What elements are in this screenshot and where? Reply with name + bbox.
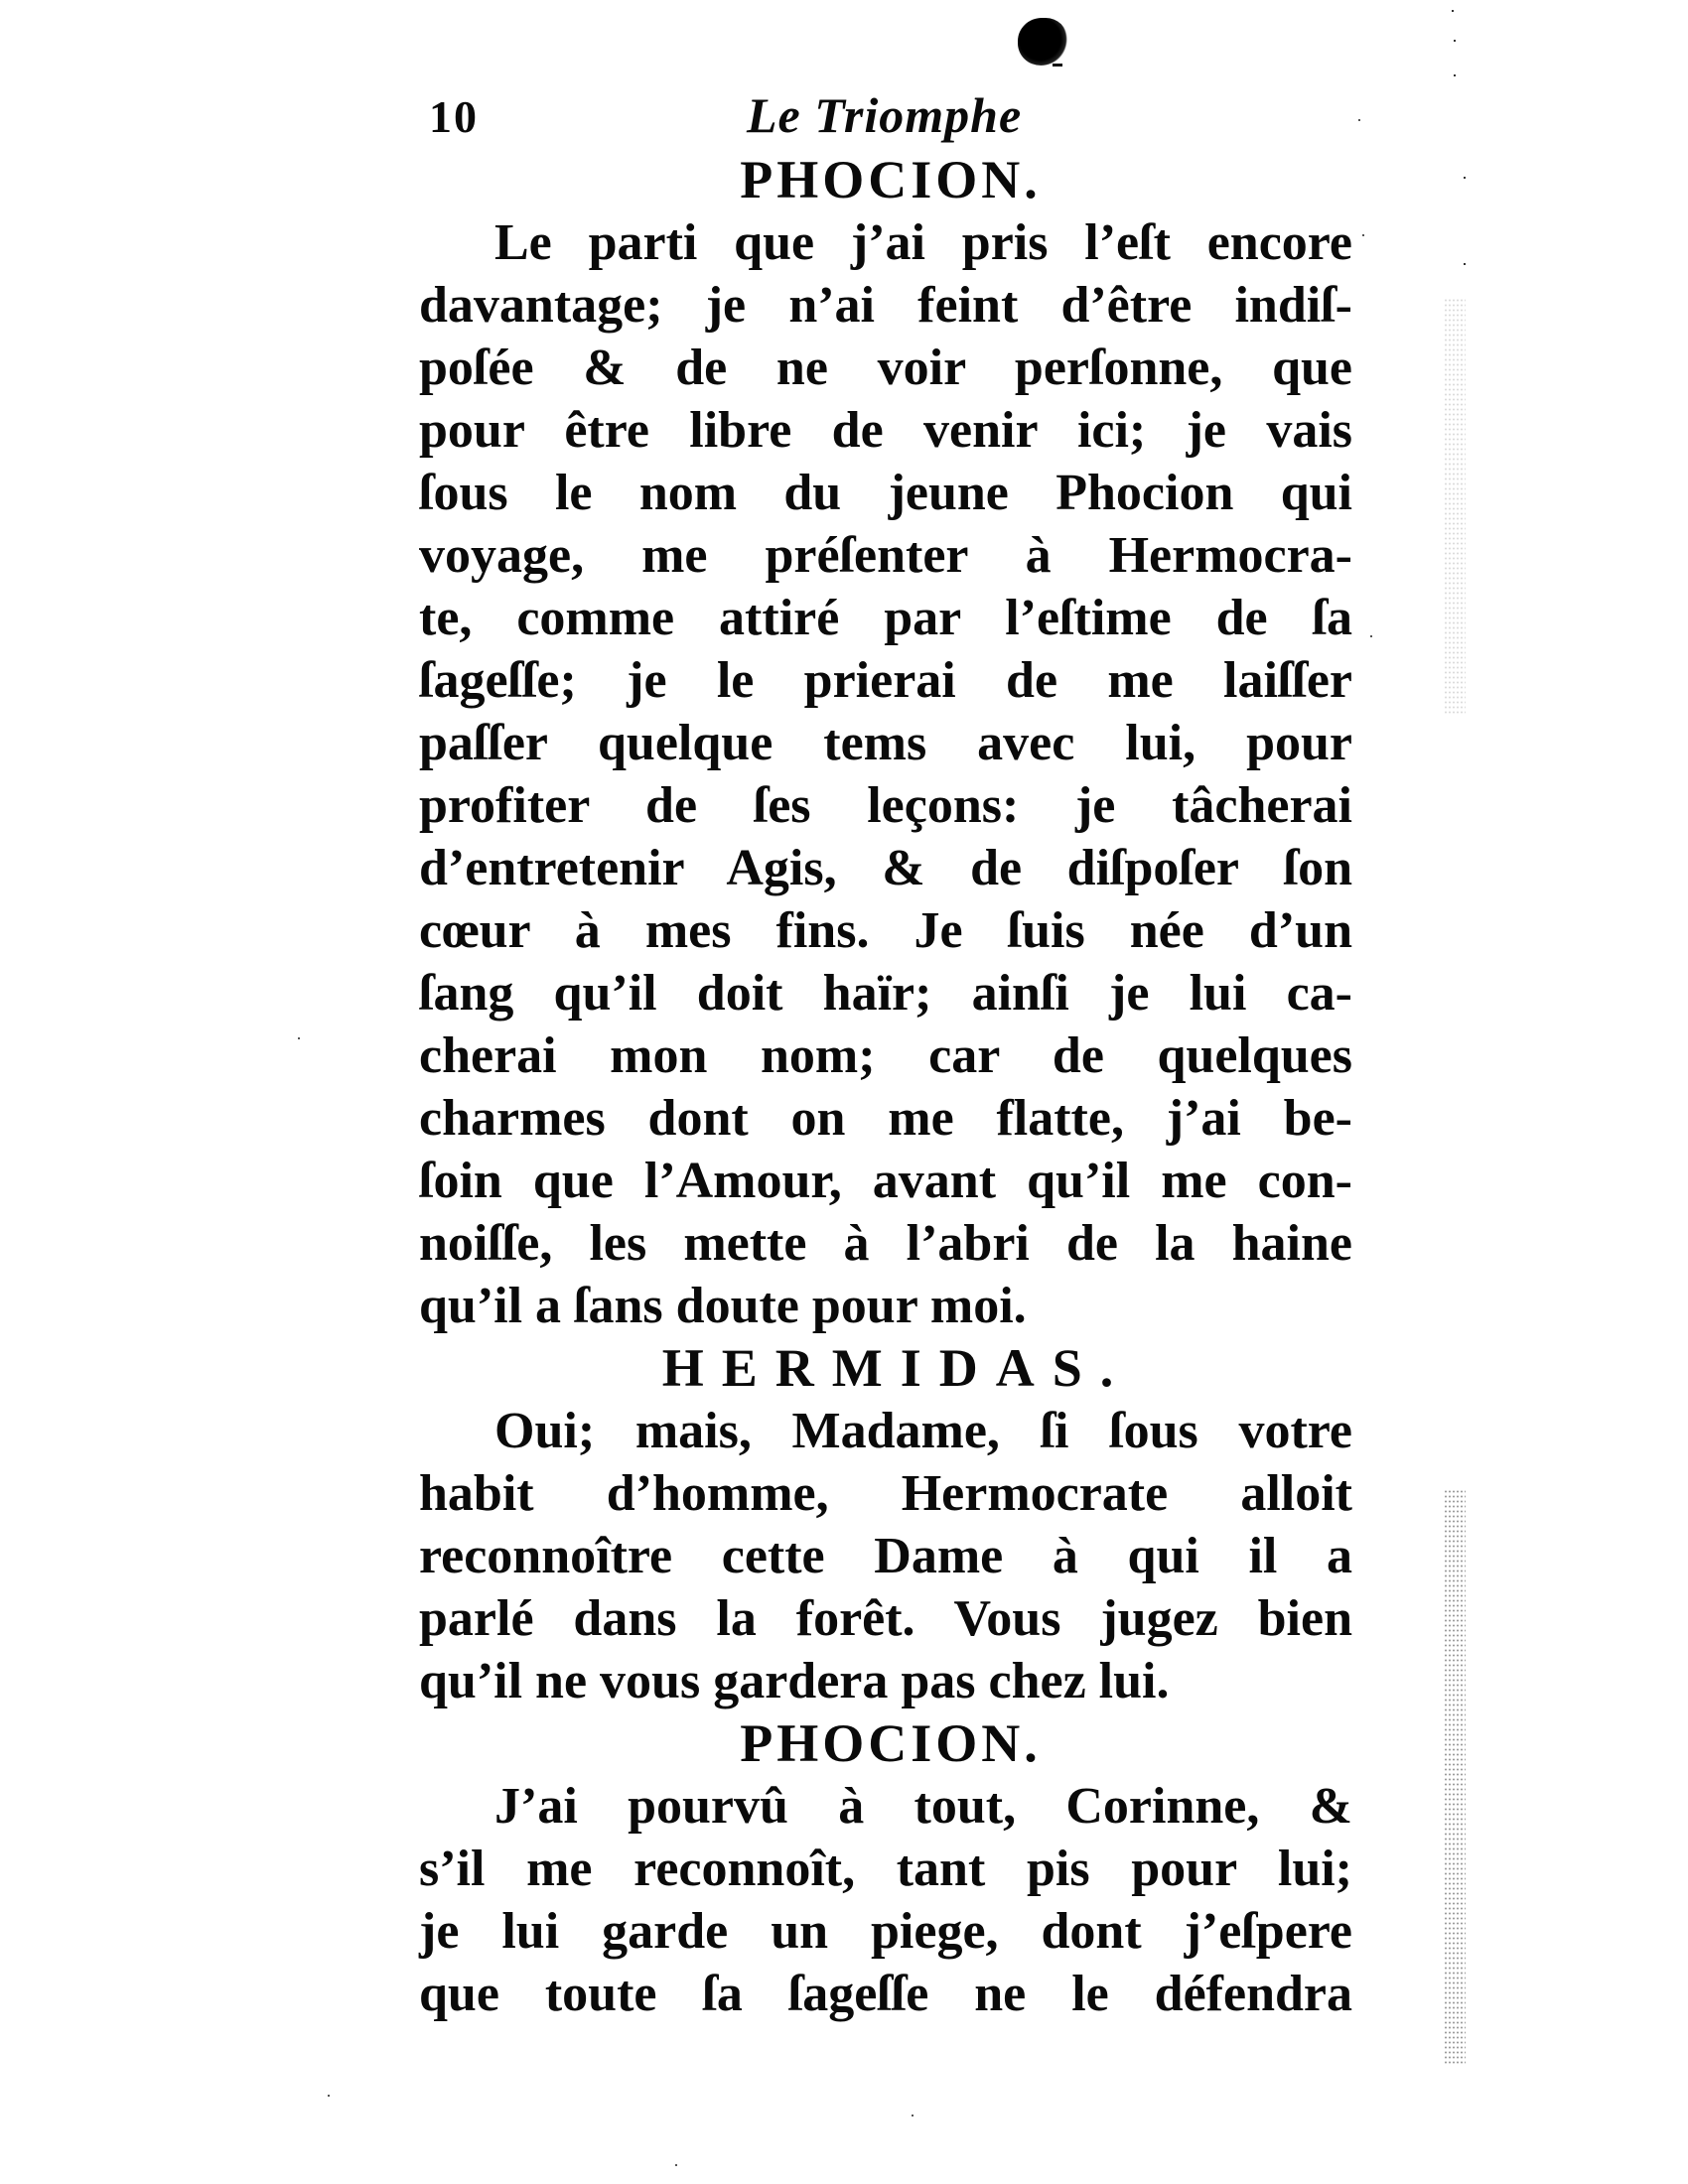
text-line: qu’il a ſans doute pour moi. <box>419 1278 1027 1334</box>
text-block <box>419 149 1352 2025</box>
speck <box>912 2115 914 2116</box>
text-line: ſang qu’il doit haïr; ainſi je lui ca- <box>419 965 1352 1022</box>
text-line: profiter de ſes leçons: je tâcherai <box>419 777 1352 834</box>
speck <box>675 2164 677 2166</box>
running-head <box>0 87 1688 147</box>
text-line: ſous le nom du jeune Phocion qui <box>419 465 1352 521</box>
text-line: noiſſe, les mette à l’abri de la haine <box>419 1215 1352 1272</box>
text-line: parlé dans la forêt. Vous jugez bien <box>419 1590 1352 1647</box>
speck <box>1454 40 1456 42</box>
text-line: s’il me reconnoît, tant pis pour lui; <box>419 1841 1352 1897</box>
text-line: pour être libre de venir ici; je vais <box>419 402 1352 459</box>
text-line: te, comme attiré par l’eſtime de ſa <box>419 590 1352 646</box>
text-line: cherai mon nom; car de quelques <box>419 1027 1352 1084</box>
text-line: davantage; je n’ai feint d’être indiſ- <box>419 277 1352 334</box>
text-line: reconnoître cette Dame à qui il a <box>419 1528 1352 1584</box>
text-line: cœur à mes fins. Je ſuis née d’un <box>419 902 1352 959</box>
speck <box>1452 10 1454 12</box>
text-line: Oui; mais, Madame, ſi ſous votre <box>494 1403 1352 1459</box>
gutter-band <box>1444 298 1466 715</box>
text-line: Le parti que j’ai pris l’eſt encore <box>494 214 1352 271</box>
text-line: que toute ſa ſageſſe ne le défendra <box>419 1966 1352 2022</box>
ink-mark <box>1053 64 1062 67</box>
text-line: d’entretenir Agis, & de diſpoſer ſon <box>419 840 1352 896</box>
speaker-heading: PHOCION. <box>740 150 1042 209</box>
speck <box>1454 74 1456 76</box>
ink-blot <box>1018 18 1067 66</box>
text-line: je lui garde un piege, dont j’eſpere <box>419 1903 1352 1960</box>
speck <box>1370 635 1372 637</box>
speck <box>1362 234 1364 236</box>
speck <box>1464 263 1466 265</box>
text-line: habit d’homme, Hermocrate alloit <box>419 1465 1352 1522</box>
gutter-band <box>1444 1489 1466 2065</box>
text-line: qu’il ne vous gardera pas chez lui. <box>419 1653 1170 1709</box>
page-number: 10 <box>429 91 479 142</box>
speck <box>298 1037 300 1039</box>
text-line: charmes dont on me flatte, j’ai be- <box>419 1090 1352 1147</box>
text-line: J’ai pourvû à tout, Corinne, & <box>494 1778 1352 1835</box>
speaker-heading: PHOCION. <box>740 1713 1042 1773</box>
text-line: ſoin que l’Amour, avant qu’il me con- <box>419 1153 1352 1209</box>
text-line: ſageſſe; je le prierai de me laiſſer <box>419 652 1352 709</box>
text-line: paſſer quelque tems avec lui, pour <box>419 715 1352 771</box>
text-line: poſée & de ne voir perſonne, que <box>419 340 1352 396</box>
speck <box>1358 119 1360 121</box>
page-gutter-speckle <box>1438 0 1472 2184</box>
text-line: voyage, me préſenter à Hermocra- <box>419 527 1352 584</box>
speaker-heading: HERMIDAS. <box>661 1338 1132 1398</box>
speck <box>1464 177 1466 179</box>
speck <box>328 2095 330 2097</box>
running-title: Le Triomphe <box>747 87 1023 143</box>
